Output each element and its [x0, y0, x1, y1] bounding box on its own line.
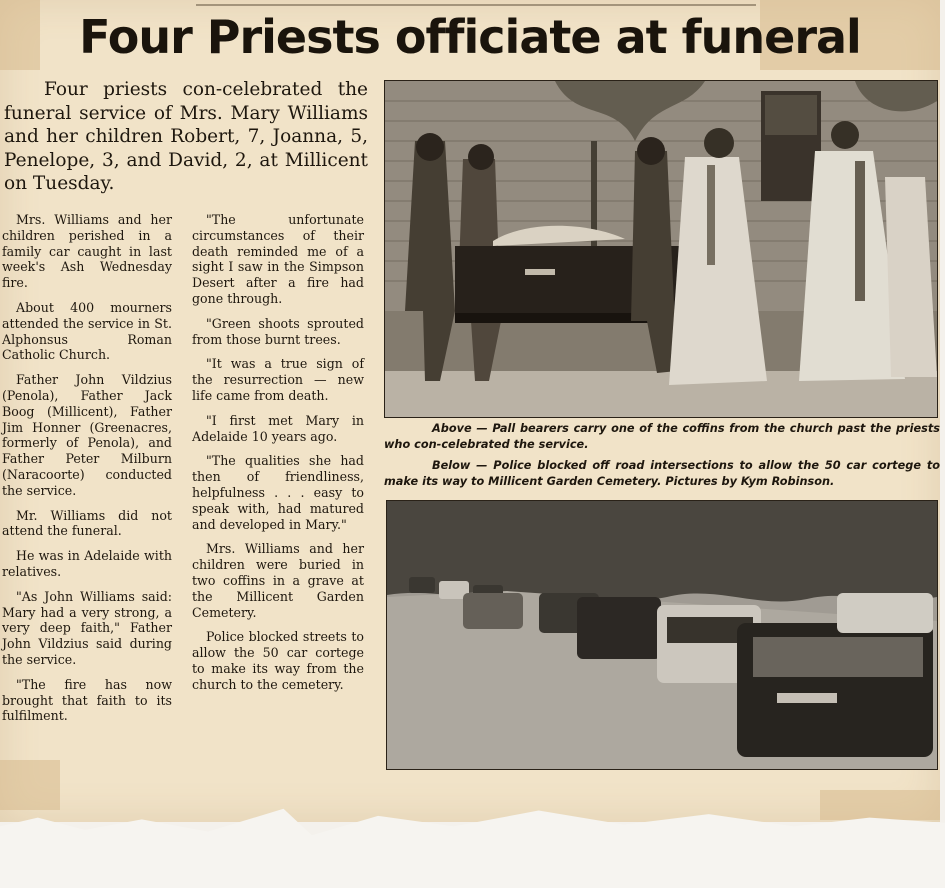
caption-above: Above — Pall bearers carry one of the coffins from the church past the priests who con-celebrated the service. — [384, 422, 940, 451]
paragraph: "The fire has now brought that faith to its fulfilment. — [2, 676, 172, 724]
paragraph: Mrs. Williams and her children were buried in two coffins in a grave at the Millicent Garden Cemetery. — [192, 541, 364, 620]
photo-pall-bearers — [384, 80, 938, 418]
paragraph: Police blocked streets to allow the 50 car cortege to make its way from the church to the cemetery. — [192, 629, 364, 692]
lede-paragraph: Four priests con-celebrated the funeral service of Mrs. Mary Williams and her children Robert, 7, Joanna, 5, Penelope, 3, and David, 2, at Millicent on Tuesday. — [4, 79, 368, 194]
paragraph: About 400 mourners attended the service in St. Alphonsus Roman Catholic Church. — [2, 299, 172, 363]
tape-bottom-right — [820, 790, 940, 820]
caption-below: Below — Police blocked off road intersections to allow the 50 car cortege to make its way to Millicent Garden Cemetery. Pictures by Kym Robinson. — [384, 459, 940, 488]
article-column-1 — [2, 212, 172, 733]
paragraph: "I first met Mary in Adelaide 10 years ago. — [192, 412, 364, 444]
top-rule — [196, 4, 756, 6]
paragraph: He was in Adelaide with relatives. — [2, 548, 172, 579]
paragraph: "The qualities she had then of friendliness, helpfulness . . . easy to speak with, had matured and developed in Mary." — [192, 453, 364, 532]
article-column-2 — [192, 212, 364, 702]
tape-bottom-left — [0, 760, 60, 810]
paragraph: Father John Vildzius (Penola), Father Jack Boog (Millicent), Father Jim Honner (Greenacres, formerly of Penola), and Father Peter Milburn (Naracoorte) conducted the service. — [2, 372, 172, 498]
paragraph: Mrs. Williams and her children perished in a family car caught in last week's Ash Wednesday fire. — [2, 212, 172, 291]
photo-car-cortege — [386, 500, 938, 770]
paragraph: "As John Williams said: Mary had a very strong, a very deep faith," Father John Vildzius said during the service. — [2, 588, 172, 667]
paragraph: "Green shoots sprouted from those burnt trees. — [192, 315, 364, 347]
paragraph: "The unfortunate circumstances of their death reminded me of a sight I saw in the Simpson Desert after a fire had gone through. — [192, 212, 364, 306]
headline: Four Priests officiate at funeral — [79, 10, 861, 64]
paragraph: "It was a true sign of the resurrection — new life came from death. — [192, 356, 364, 403]
paragraph: Mr. Williams did not attend the funeral. — [2, 507, 172, 539]
